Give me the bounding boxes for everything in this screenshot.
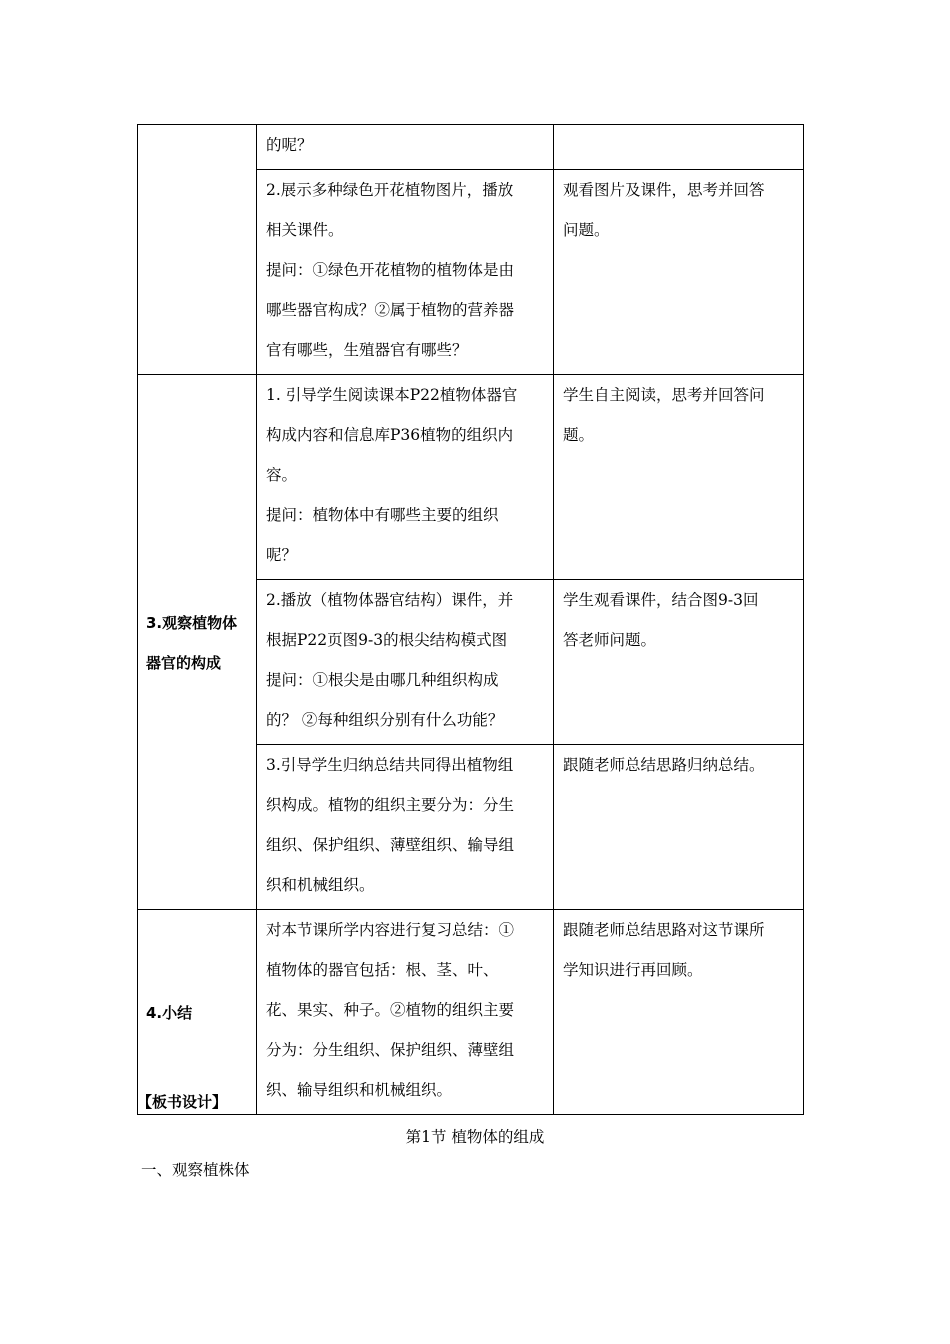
teacher-activity-text: 对本节课所学内容进行复习总结：① 植物体的器官包括：根、茎、叶、 花、果实、种子。②植物的组织主要 分为：分生组织、保护组织、薄壁组 织、输导组织和机械组织。 [266,921,515,1099]
teacher-activity-text: 的呢？ [266,136,313,154]
student-activity-cell [554,170,804,375]
table-row [138,910,804,1115]
student-activity-cell [554,910,804,1115]
teacher-activity-text: 1. 引导学生阅读课本P22植物体器官 构成内容和信息库P36植物的组织内 容。 提问：植物体中有哪些主要的组织 呢？ [266,386,518,564]
stage-cell [138,910,257,1115]
student-activity-cell [554,375,804,580]
teacher-activity-cell [257,170,554,375]
student-activity-text: 学生观看课件，结合图9-3回 答老师问题。 [563,591,759,649]
teacher-activity-cell [257,910,554,1115]
stage-label: 4.小结 [146,1004,193,1022]
table-row [138,375,804,580]
teacher-activity-text: 2.播放（植物体器官结构）课件，并 根据P22页图9-3的根尖结构模式图 提问：①根尖是由哪几种组织构成 的？ ②每种组织分别有什么功能？ [266,591,514,729]
student-activity-text: 观看图片及课件，思考并回答 问题。 [563,181,765,239]
student-activity-cell [554,745,804,910]
board-outline-item: 一、观察植株体 [141,1161,250,1179]
teacher-activity-cell [257,125,554,170]
student-activity-text: 学生自主阅读，思考并回答问 题。 [563,386,765,444]
table-row [138,125,804,170]
stage-cell [138,375,257,910]
stage-label: 3.观察植物体 器官的构成 [146,614,238,672]
board-design-heading: 【板书设计】 [137,1093,228,1111]
student-activity-text: 跟随老师总结思路归纳总结。 [563,756,765,774]
student-activity-cell [554,580,804,745]
teacher-activity-text: 2.展示多种绿色开花植物图片，播放 相关课件。 提问：①绿色开花植物的植物体是由 哪些器官构成？②属于植物的营养器 官有哪些，生殖器官有哪些？ [266,181,515,359]
teacher-activity-cell [257,580,554,745]
student-activity-cell [554,125,804,170]
board-title: 第1节 植物体的组成 [405,1128,545,1146]
lesson-plan-table [137,124,804,1115]
teacher-activity-cell [257,745,554,910]
teacher-activity-text: 3.引导学生归纳总结共同得出植物组 织构成。植物的组织主要分为：分生 组织、保护组织、薄壁组织、输导组 织和机械组织。 [266,756,515,894]
student-activity-text: 跟随老师总结思路对这节课所 学知识进行再回顾。 [563,921,765,979]
stage-cell [138,125,257,375]
teacher-activity-cell [257,375,554,580]
